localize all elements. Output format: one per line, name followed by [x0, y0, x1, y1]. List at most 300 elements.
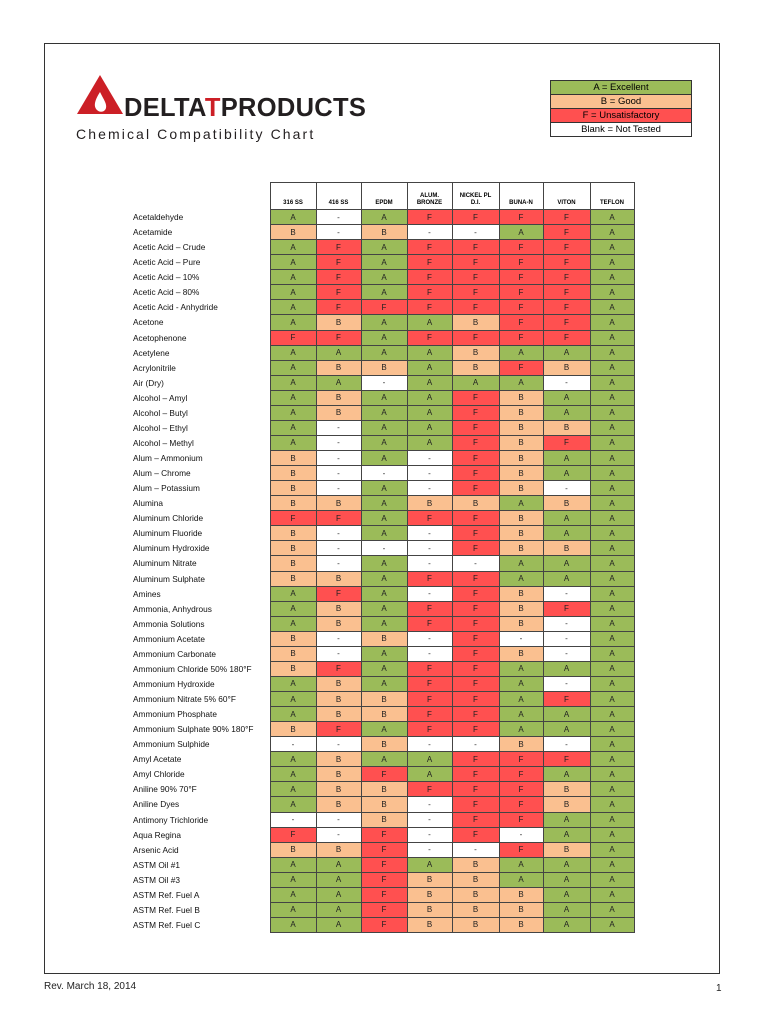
rating-cell: F — [452, 631, 499, 646]
rating-cell: F — [452, 782, 499, 797]
table-row — [130, 857, 634, 872]
rating-cell: F — [452, 390, 499, 405]
rating-cell: A — [499, 661, 543, 676]
rating-cell: A — [270, 210, 316, 225]
rating-cell: F — [452, 571, 499, 586]
chemical-name: Acetic Acid – 80% — [133, 287, 200, 298]
table-row — [130, 737, 634, 752]
rating-cell: F — [452, 707, 499, 722]
rating-cell: A — [499, 722, 543, 737]
rating-cell: A — [590, 255, 634, 270]
rating-cell: B — [499, 601, 543, 616]
rating-cell: A — [499, 676, 543, 691]
rating-cell: A — [543, 827, 590, 842]
rating-cell: A — [499, 496, 543, 511]
chemical-name: ASTM Oil #3 — [133, 874, 181, 885]
rating-cell: B — [407, 496, 452, 511]
rating-cell: A — [543, 345, 590, 360]
rating-cell: A — [270, 435, 316, 450]
rating-cell: B — [499, 451, 543, 466]
rating-cell: F — [499, 240, 543, 255]
rating-cell: B — [452, 917, 499, 932]
rating-cell: A — [590, 345, 634, 360]
rating-cell: A — [361, 616, 407, 631]
rating-cell: - — [407, 631, 452, 646]
rating-cell: B — [270, 466, 316, 481]
rating-cell: F — [361, 827, 407, 842]
legend-entry: A = Excellent — [551, 81, 692, 95]
rating-cell: A — [499, 375, 543, 390]
rating-cell: F — [499, 300, 543, 315]
rating-cell: B — [316, 496, 361, 511]
rating-cell: B — [270, 225, 316, 240]
rating-cell: A — [543, 872, 590, 887]
rating-cell: F — [316, 270, 361, 285]
rating-cell: A — [361, 661, 407, 676]
rating-cell: F — [452, 541, 499, 556]
rating-cell: - — [499, 827, 543, 842]
rating-cell: - — [361, 375, 407, 390]
rating-cell: F — [452, 405, 499, 420]
rating-cell: - — [361, 541, 407, 556]
rating-cell: A — [543, 767, 590, 782]
rating-cell: A — [361, 345, 407, 360]
rating-cell: B — [452, 887, 499, 902]
chemical-name: Aluminum Chloride — [133, 513, 204, 524]
rating-cell: - — [316, 435, 361, 450]
rating-cell: - — [407, 451, 452, 466]
chemical-name: Arsenic Acid — [133, 844, 179, 855]
table-row — [130, 556, 634, 571]
chemical-name: Alcohol – Ethyl — [133, 422, 188, 433]
rating-cell: - — [543, 586, 590, 601]
rating-cell: B — [361, 812, 407, 827]
rating-cell: F — [543, 225, 590, 240]
rating-cell: F — [452, 210, 499, 225]
rating-cell: A — [590, 285, 634, 300]
rating-cell: - — [316, 812, 361, 827]
table-row — [130, 375, 634, 390]
legend-row — [551, 123, 692, 137]
rating-cell: - — [543, 646, 590, 661]
rating-cell: A — [361, 571, 407, 586]
rating-cell: B — [270, 526, 316, 541]
table-corner — [130, 183, 270, 210]
company-logo — [76, 74, 376, 144]
rating-cell: A — [590, 451, 634, 466]
rating-cell: B — [499, 646, 543, 661]
rating-cell: F — [452, 722, 499, 737]
rating-cell: - — [452, 556, 499, 571]
legend-entry: Blank = Not Tested — [551, 123, 692, 137]
rating-cell: B — [270, 722, 316, 737]
rating-cell: A — [361, 556, 407, 571]
table-row — [130, 616, 634, 631]
chemical-name: Acetic Acid – Crude — [133, 242, 206, 253]
rating-cell: B — [270, 661, 316, 676]
rating-cell: A — [270, 390, 316, 405]
rating-cell: - — [543, 676, 590, 691]
rating-cell: B — [452, 496, 499, 511]
rating-cell: A — [590, 631, 634, 646]
table-row — [130, 210, 634, 225]
rating-cell: F — [452, 526, 499, 541]
chemical-name: Acetic Acid – 10% — [133, 272, 200, 283]
chemical-name: Ammonium Nitrate 5% 60°F — [133, 694, 236, 705]
table-row — [130, 255, 634, 270]
rating-cell: A — [270, 902, 316, 917]
rating-cell: F — [543, 601, 590, 616]
rating-cell: F — [407, 692, 452, 707]
rating-cell: B — [499, 902, 543, 917]
rating-cell: B — [361, 225, 407, 240]
rating-cell: F — [543, 255, 590, 270]
rating-cell: F — [361, 917, 407, 932]
rating-cell: - — [543, 375, 590, 390]
table-row — [130, 692, 634, 707]
rating-cell: F — [452, 330, 499, 345]
legend-row — [551, 109, 692, 123]
rating-cell: - — [316, 827, 361, 842]
rating-cell: A — [270, 405, 316, 420]
delta-logo-icon — [76, 74, 124, 116]
rating-cell: A — [590, 360, 634, 375]
chemical-name: ASTM Oil #1 — [133, 859, 181, 870]
rating-cell: A — [590, 902, 634, 917]
rating-cell: A — [543, 390, 590, 405]
rating-cell: A — [590, 511, 634, 526]
rating-cell: B — [361, 707, 407, 722]
rating-cell: A — [590, 210, 634, 225]
rating-cell: A — [590, 270, 634, 285]
rating-cell: B — [543, 842, 590, 857]
chemical-name: Alcohol – Methyl — [133, 437, 194, 448]
rating-cell: A — [590, 225, 634, 240]
rating-cell: B — [270, 451, 316, 466]
rating-cell: A — [270, 752, 316, 767]
rating-cell: A — [407, 767, 452, 782]
rating-cell: F — [543, 210, 590, 225]
rating-cell: F — [499, 270, 543, 285]
chemical-name: Aqua Regina — [133, 829, 181, 840]
chemical-name: Ammonium Chloride 50% 180°F — [133, 663, 252, 674]
rating-cell: A — [270, 767, 316, 782]
page-subtitle: Chemical Compatibility Chart — [76, 126, 316, 142]
rating-cell: A — [499, 707, 543, 722]
rating-cell: F — [452, 451, 499, 466]
rating-cell: F — [499, 812, 543, 827]
rating-cell: A — [590, 827, 634, 842]
rating-cell: F — [407, 722, 452, 737]
rating-cell: A — [543, 812, 590, 827]
rating-cell: B — [452, 857, 499, 872]
rating-cell: B — [407, 872, 452, 887]
revision-date: Rev. March 18, 2014 — [44, 981, 137, 992]
rating-cell: A — [270, 255, 316, 270]
chemical-name: Acetic Acid – Pure — [133, 257, 201, 268]
rating-cell: F — [270, 827, 316, 842]
rating-cell: B — [270, 631, 316, 646]
table-row — [130, 917, 634, 932]
rating-cell: F — [499, 210, 543, 225]
rating-cell: B — [499, 586, 543, 601]
rating-cell: A — [590, 330, 634, 345]
table-row — [130, 661, 634, 676]
rating-cell: F — [452, 300, 499, 315]
table-row — [130, 676, 634, 691]
rating-cell: B — [361, 737, 407, 752]
chemical-name: Ammonium Acetate — [133, 633, 205, 644]
rating-cell: A — [361, 435, 407, 450]
rating-cell: B — [407, 887, 452, 902]
rating-cell: B — [499, 526, 543, 541]
table-row — [130, 435, 634, 450]
rating-cell: - — [407, 842, 452, 857]
rating-cell: A — [590, 300, 634, 315]
chemical-name: Ammonium Sulphide — [133, 739, 210, 750]
rating-cell: B — [270, 541, 316, 556]
rating-cell: B — [452, 315, 499, 330]
rating-cell: A — [543, 707, 590, 722]
rating-cell: B — [270, 481, 316, 496]
column-header: 316 SS — [270, 183, 316, 210]
rating-cell: B — [452, 902, 499, 917]
rating-cell: A — [316, 887, 361, 902]
table-row — [130, 405, 634, 420]
table-row — [130, 887, 634, 902]
rating-cell: F — [499, 767, 543, 782]
rating-cell: - — [543, 481, 590, 496]
rating-cell: F — [407, 601, 452, 616]
column-header: EPDM — [361, 183, 407, 210]
rating-cell: B — [316, 601, 361, 616]
rating-cell: B — [361, 360, 407, 375]
rating-cell: - — [452, 842, 499, 857]
rating-cell: F — [361, 842, 407, 857]
rating-cell: F — [452, 481, 499, 496]
rating-cell: F — [407, 300, 452, 315]
rating-cell: - — [316, 466, 361, 481]
table-row — [130, 707, 634, 722]
rating-cell: B — [499, 511, 543, 526]
rating-cell: A — [590, 496, 634, 511]
rating-cell: A — [270, 300, 316, 315]
rating-cell: F — [543, 270, 590, 285]
table-row — [130, 541, 634, 556]
rating-cell: - — [407, 812, 452, 827]
table-row — [130, 782, 634, 797]
table-row — [130, 722, 634, 737]
rating-cell: - — [543, 631, 590, 646]
rating-cell: B — [316, 571, 361, 586]
legend-entry: F = Unsatisfactory — [551, 109, 692, 123]
rating-cell: A — [270, 692, 316, 707]
table-row — [130, 390, 634, 405]
rating-cell: B — [499, 466, 543, 481]
chemical-name: Acetaldehyde — [133, 212, 184, 223]
rating-cell: - — [452, 225, 499, 240]
rating-cell: A — [543, 405, 590, 420]
chemical-name: Amyl Acetate — [133, 754, 182, 765]
table-row — [130, 496, 634, 511]
chemical-name: Alum – Potassium — [133, 483, 200, 494]
rating-cell: F — [316, 586, 361, 601]
rating-cell: B — [499, 541, 543, 556]
rating-cell: A — [590, 692, 634, 707]
rating-cell: A — [361, 255, 407, 270]
rating-cell: B — [361, 782, 407, 797]
rating-cell: A — [590, 375, 634, 390]
rating-cell: A — [590, 405, 634, 420]
rating-cell: B — [316, 676, 361, 691]
rating-cell: B — [316, 752, 361, 767]
rating-cell: A — [590, 556, 634, 571]
rating-cell: A — [361, 526, 407, 541]
rating-cell: A — [590, 646, 634, 661]
rating-cell: A — [316, 345, 361, 360]
rating-cell: A — [361, 586, 407, 601]
rating-cell: A — [270, 375, 316, 390]
rating-cell: B — [316, 616, 361, 631]
chemical-name: Ammonium Carbonate — [133, 648, 217, 659]
chemical-name: Aluminum Nitrate — [133, 558, 197, 569]
chemical-name: Alumina — [133, 498, 163, 509]
rating-cell: F — [452, 812, 499, 827]
rating-cell: A — [270, 420, 316, 435]
rating-cell: B — [499, 737, 543, 752]
rating-cell: F — [452, 240, 499, 255]
rating-cell: A — [407, 857, 452, 872]
rating-cell: A — [590, 722, 634, 737]
brand-name-t: T — [204, 94, 221, 122]
rating-cell: A — [590, 917, 634, 932]
rating-cell: - — [452, 737, 499, 752]
table-row — [130, 812, 634, 827]
table-row — [130, 225, 634, 240]
table-row — [130, 360, 634, 375]
rating-cell: A — [590, 872, 634, 887]
rating-cell: A — [543, 511, 590, 526]
rating-cell: A — [270, 616, 316, 631]
rating-cell: F — [543, 315, 590, 330]
rating-cell: - — [407, 526, 452, 541]
rating-cell: F — [316, 330, 361, 345]
rating-cell: F — [316, 300, 361, 315]
rating-cell: F — [452, 797, 499, 812]
rating-cell: - — [316, 225, 361, 240]
rating-cell: A — [590, 420, 634, 435]
rating-cell: A — [316, 857, 361, 872]
rating-cell: B — [499, 481, 543, 496]
rating-cell: A — [270, 240, 316, 255]
rating-cell: F — [361, 300, 407, 315]
rating-cell: - — [270, 812, 316, 827]
rating-cell: A — [590, 571, 634, 586]
rating-cell: F — [499, 315, 543, 330]
rating-cell: - — [543, 737, 590, 752]
rating-cell: - — [316, 420, 361, 435]
rating-cell: A — [270, 917, 316, 932]
rating-cell: A — [590, 752, 634, 767]
rating-cell: B — [543, 797, 590, 812]
rating-cell: A — [543, 661, 590, 676]
table-row — [130, 285, 634, 300]
rating-cell: F — [543, 692, 590, 707]
rating-cell: F — [499, 330, 543, 345]
rating-cell: A — [590, 390, 634, 405]
chemical-name: Alum – Ammonium — [133, 453, 203, 464]
chemical-name: Acetone — [133, 317, 164, 328]
rating-cell: A — [316, 872, 361, 887]
table-row — [130, 420, 634, 435]
rating-cell: A — [543, 857, 590, 872]
rating-cell: A — [316, 375, 361, 390]
rating-cell: A — [407, 360, 452, 375]
rating-cell: A — [361, 210, 407, 225]
rating-cell: B — [316, 390, 361, 405]
rating-cell: A — [361, 285, 407, 300]
chemical-name: Aniline 90% 70°F — [133, 784, 197, 795]
compatibility-table — [130, 182, 635, 933]
rating-cell: A — [590, 661, 634, 676]
rating-cell: F — [316, 285, 361, 300]
table-row — [130, 240, 634, 255]
rating-cell: - — [407, 541, 452, 556]
brand-name-delta: DELTA — [124, 94, 205, 122]
rating-cell: F — [452, 270, 499, 285]
rating-cell: F — [452, 511, 499, 526]
rating-cell: A — [590, 526, 634, 541]
rating-cell: - — [407, 827, 452, 842]
rating-cell: B — [270, 646, 316, 661]
column-header: 416 SS — [316, 183, 361, 210]
rating-cell: B — [361, 692, 407, 707]
rating-cell: A — [361, 511, 407, 526]
rating-cell: B — [499, 390, 543, 405]
rating-cell: F — [361, 767, 407, 782]
rating-cell: B — [543, 420, 590, 435]
legend-row — [551, 95, 692, 109]
chemical-name: Alum – Chrome — [133, 468, 191, 479]
rating-cell: A — [361, 676, 407, 691]
rating-cell: - — [316, 541, 361, 556]
rating-cell: - — [407, 481, 452, 496]
rating-cell: F — [361, 857, 407, 872]
table-row — [130, 466, 634, 481]
table-row — [130, 631, 634, 646]
rating-cell: F — [452, 661, 499, 676]
rating-cell: F — [316, 511, 361, 526]
rating-cell: A — [590, 767, 634, 782]
rating-cell: - — [316, 526, 361, 541]
rating-cell: F — [407, 782, 452, 797]
rating-cell: A — [543, 902, 590, 917]
rating-cell: B — [316, 692, 361, 707]
rating-cell: A — [590, 737, 634, 752]
rating-cell: - — [316, 556, 361, 571]
rating-cell: A — [590, 782, 634, 797]
rating-cell: F — [316, 255, 361, 270]
rating-cell: F — [543, 285, 590, 300]
rating-cell: A — [543, 451, 590, 466]
chemical-name: ASTM Ref. Fuel C — [133, 919, 201, 930]
rating-cell: A — [270, 676, 316, 691]
table-row — [130, 827, 634, 842]
rating-cell: F — [407, 616, 452, 631]
rating-cell: - — [407, 466, 452, 481]
rating-cell: F — [452, 255, 499, 270]
rating-cell: F — [499, 360, 543, 375]
